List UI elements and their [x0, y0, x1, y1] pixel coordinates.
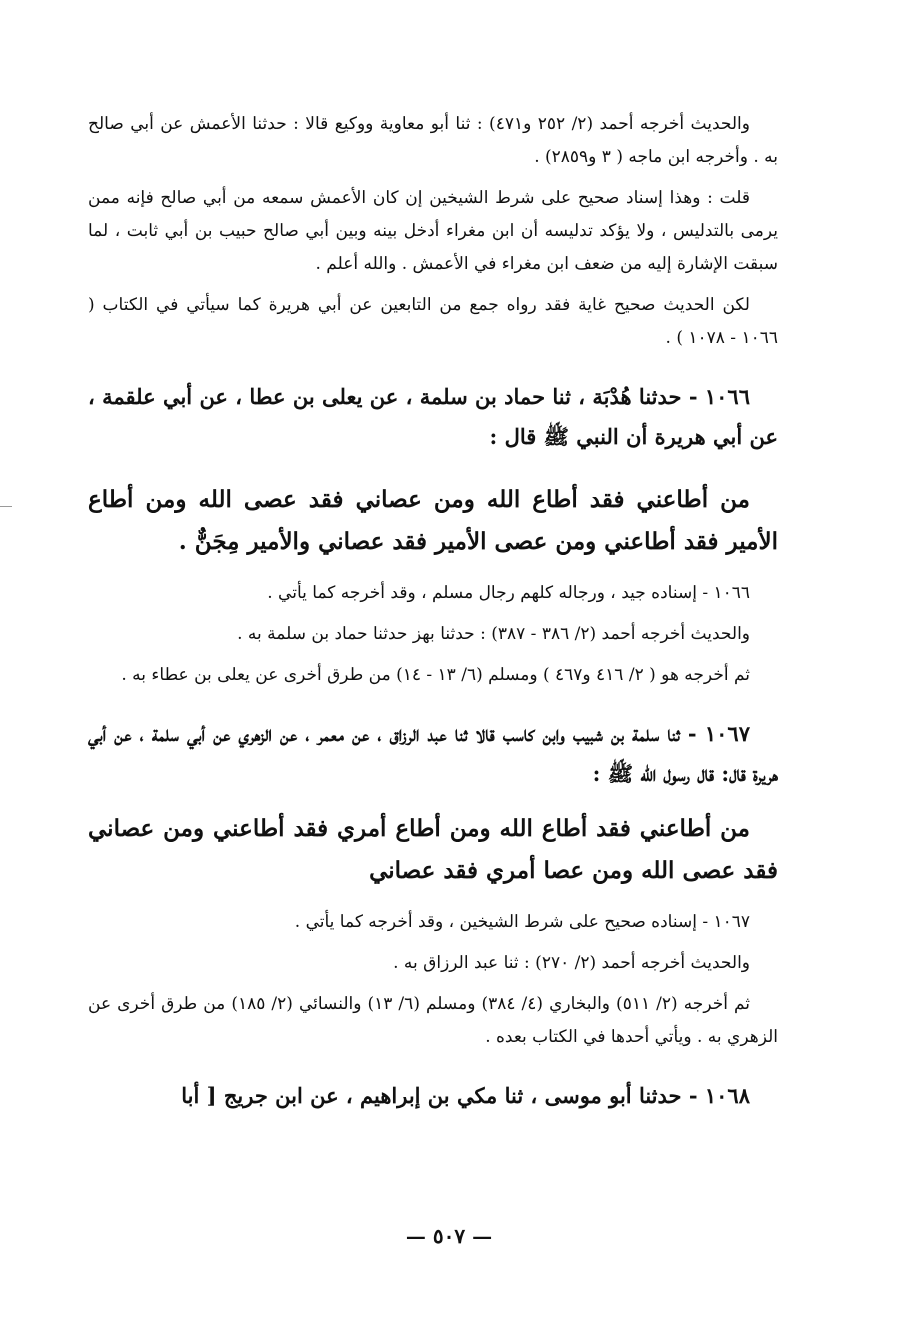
commentary-paragraph: قلت : وهذا إسناد صحيح على شرط الشيخين إن كان الأعمش سمعه من أبي صالح فإنه ممن يرمى بالتدليس ، ولا يؤكد تدليسه أن ابن مغراء أدخل بينه وبين أبي صالح حبيب بن أبي ثابت ، لما سبقت الإشارة إليه من ضعف ابن مغراء في الأعمش . والله أعلم . [88, 188, 778, 274]
takhrij-paragraph: والحديث أخرجه أحمد (٢/ ٢٥٢ و٤٧١) : ثنا أبو معاوية ووكيع قالا : حدثنا الأعمش عن أبي صالح به . وأخرجه ابن ماجه ( ٣ و٢٨٥٩) . [88, 114, 778, 167]
footnote-1066-takhrij: والحديث أخرجه أحمد (٢/ ٣٨٦ - ٣٨٧) : حدثنا بهز حدثنا حماد بن سلمة به . [237, 624, 750, 644]
footnote-1066-grading: ١٠٦٦ - إسناده جيد ، ورجاله كلهم رجال مسلم ، وقد أخرجه كما يأتي . [267, 583, 750, 603]
page-body [88, 108, 778, 1116]
page-number: — ٥٠٧ — [405, 1224, 493, 1248]
footnote-1067-takhrij: والحديث أخرجه أحمد (٢/ ٢٧٠) : ثنا عبد الرزاق به . [393, 953, 750, 973]
hadith-1068-isnad: ١٠٦٨ - حدثنا أبو موسى ، ثنا مكي بن إبراهيم ، عن ابن جريج [ أبا [181, 1083, 750, 1108]
margin-mark [0, 506, 12, 507]
footnote-1067-takhrij-more: ثم أخرجه (٢/ ٥١١) والبخاري (٤/ ٣٨٤) ومسلم (٦/ ١٣) والنسائي (٢/ ١٨٥) من طرق أخرى عن الزهري به . ويأتي أحدها في الكتاب بعده . [88, 994, 778, 1047]
footnote-1066-takhrij-more: ثم أخرجه هو ( ٢/ ٤١٦ و٤٦٧ ) ومسلم (٦/ ١٣ - ١٤) من طرق أخرى عن يعلى بن عطاء به . [121, 665, 750, 685]
commentary-paragraph: لكن الحديث صحيح غاية فقد رواه جمع من التابعين عن أبي هريرة كما سيأتي في الكتاب ( ١٠٦٦ - ١٠٧٨ ) . [88, 295, 778, 348]
hadith-1066-isnad: ١٠٦٦ - حدثنا هُدْبَة ، ثنا حماد بن سلمة ، عن يعلى بن عطا ، عن أبي علقمة ، عن أبي هريرة أن النبي ﷺ قال : [88, 384, 778, 449]
hadith-1066-matn: من أطاعني فقد أطاع الله ومن عصاني فقد عصى الله ومن أطاع الأمير فقد أطاعني ومن عصى الأمير فقد عصاني والأمير مِجَنٌّ . [88, 486, 778, 555]
hadith-1067-isnad: ١٠٦٧ - ثنا سلمة بن شبيب وابن كاسب قالا ثنا عبد الرزاق ، عن معمر ، عن الزهري عن أبي سلمة ، عن أبي هريرة قال: قال رسول الله ﷺ : [88, 721, 778, 786]
footnote-1067-grading: ١٠٦٧ - إسناده صحيح على شرط الشيخين ، وقد أخرجه كما يأتي . [294, 912, 750, 932]
hadith-1067-matn: من أطاعني فقد أطاع الله ومن أطاع أمري فقد أطاعني ومن عصاني فقد عصى الله ومن عصا أمري فقد عصاني [88, 815, 778, 884]
